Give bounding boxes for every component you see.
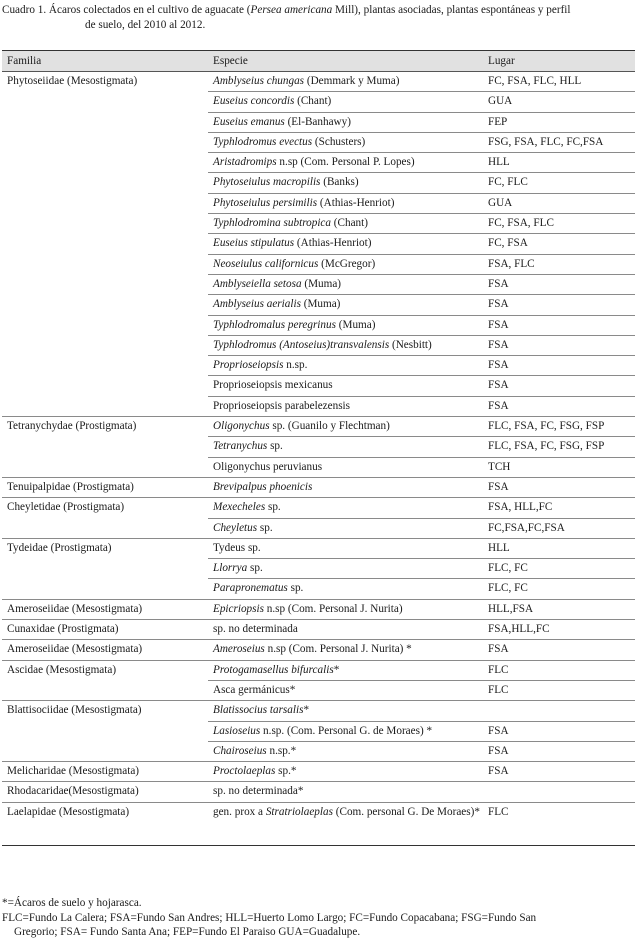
note-line2: FLC=Fundo La Calera; FSA=Fundo San Andres; HLL=Huerto Lomo Largo; FC=Fundo Copacabana; FSG=Fundo San [2,911,537,924]
especie-author: (McGregor) [318,257,376,270]
cell-especie [208,457,483,477]
cell-lugar: FLC, FC [483,579,635,599]
table-row [2,538,635,558]
cell-especie [208,132,483,152]
especie-italic: Brevipalpus phoenicis [213,480,313,493]
table-row [2,254,635,274]
cell-familia [2,579,208,599]
cell-especie [208,701,483,721]
table-row [2,518,635,538]
cell-familia [2,214,208,234]
table-row [2,579,635,599]
especie-italic: Blatissocius tarsalis [213,704,304,717]
cell-lugar: FSA [483,335,635,355]
cell-especie [208,214,483,234]
especie-italic: Chairoseius [213,744,267,757]
especie-author: (Muma) [335,318,376,331]
especie-italic: Parapronematus [213,582,288,595]
cell-especie [208,518,483,538]
especie-author: Asca germánicus* [213,683,296,696]
especie-author: sp. [287,582,304,595]
cell-familia [2,680,208,700]
cell-lugar [483,782,635,802]
cell-especie [208,315,483,335]
table-row [2,599,635,619]
cell-familia [2,396,208,416]
especie-italic: Phytoseiulus persimilis [213,196,318,209]
cell-lugar: FSA [483,396,635,416]
table-row [2,498,635,518]
especie-author: (Nesbitt) [389,338,432,351]
especie-author: Proprioseiopsis mexicanus [213,379,333,392]
especie-italic: Oligonychus [213,420,270,433]
especie-author: n.sp (Com. Personal P. Lopes) [276,156,415,169]
cell-especie [208,234,483,254]
especie-author: (Athias-Henriot) [317,196,395,209]
cell-lugar: FLC [483,802,635,845]
especie-author: (Banks) [320,176,359,189]
especie-author: Proprioseiopsis parabelezensis [213,399,351,412]
cell-lugar: FLC, FC [483,559,635,579]
table-row [2,295,635,315]
cell-lugar: HLL [483,538,635,558]
cell-familia: Rhodacaridae(Mesostigmata) [2,782,208,802]
especie-italic: Phytoseiulus macropilis [213,176,321,189]
especie-author: sp. (Guanilo y Flechtman) [269,420,390,433]
cell-lugar: FLC [483,660,635,680]
especie-italic: Proctolaeplas [213,765,276,778]
cell-especie [208,579,483,599]
cell-familia [2,335,208,355]
cell-especie [208,741,483,761]
cell-lugar: HLL,FSA [483,599,635,619]
table-row [2,132,635,152]
especie-author: n.sp. [283,359,308,372]
especie-author: sp.* [275,765,297,778]
cell-especie [208,640,483,660]
table-row [2,559,635,579]
especie-author: (Demmark y Muma) [304,75,400,87]
cell-familia [2,153,208,173]
cell-lugar: GUA [483,193,635,213]
cell-lugar: TCH [483,457,635,477]
especie-author: n.sp (Com. Personal J. Nurita) * [264,643,412,656]
table-caption [2,3,634,32]
table-body [2,72,635,846]
cell-lugar: HLL [483,153,635,173]
especie-author: sp. [247,562,263,575]
table-row [2,680,635,700]
especie-author: (Chant) [294,95,332,108]
especie-italic: Proprioseiopsis [213,359,284,372]
table-row [2,721,635,741]
cell-familia [2,193,208,213]
cell-familia: Ameroseiidae (Mesostigmata) [2,599,208,619]
cell-lugar: FSA, FLC [483,254,635,274]
especie-italic: Protogamasellus bifurcalis [213,663,334,676]
especie-italic: Ameroseius [213,643,265,656]
cell-familia [2,518,208,538]
table-row [2,92,635,112]
especie-italic: Amblyseius aerialis [213,298,301,311]
table-row [2,762,635,782]
cell-lugar: FSA [483,315,635,335]
cell-lugar: FLC, FSA, FC, FSG, FSP [483,437,635,457]
cell-familia: Tydeidae (Prostigmata) [7,541,112,554]
mites-table [2,50,635,846]
cell-especie [208,72,483,92]
cell-lugar: FC, FSA, FLC, HLL [483,72,635,92]
cell-lugar: FC, FSA, FLC [483,214,635,234]
cell-familia: Ascidae (Mesostigmata) [7,663,117,676]
cell-familia [2,132,208,152]
cell-especie [208,274,483,294]
cell-especie [208,782,483,802]
cell-especie [208,538,483,558]
caption-line1-prefix: Cuadro 1. Ácaros colectados en el cultivo de aguacate ( [2,4,251,16]
table-row [2,396,635,416]
especie-italic: Tetranychus [213,440,268,453]
table-row [2,782,635,802]
cell-familia: Melicharidae (Mesostigmata) [2,762,208,782]
especie-author: sp. [267,440,283,453]
table-row [2,640,635,660]
cell-lugar: FSA [483,762,635,782]
especie-italic: Amblyseiella setosa [213,277,302,290]
especie-author: (Schusters) [312,135,366,148]
especie-author: (Muma) [300,298,341,311]
especie-italic: Llorrya [213,562,248,575]
cell-lugar: FSA [483,376,635,396]
table-row [2,741,635,761]
especie-author: (Muma) [301,277,342,290]
cell-lugar: FSA, HLL,FC [483,498,635,518]
especie-italic: Lasioseius [213,724,261,737]
especie-italic: Stratriolaeplas [265,805,333,818]
cell-familia [2,315,208,335]
cell-lugar [483,701,635,721]
table-row [2,356,635,376]
cell-especie [208,599,483,619]
header-especie: Especie [208,51,483,72]
cell-familia [2,295,208,315]
cell-familia [2,356,208,376]
cell-familia [2,437,208,457]
especie-italic: Aristadromips [213,156,277,169]
cell-especie [208,417,483,437]
cell-familia [2,559,208,579]
especie-italic: Typhlodromus (Antoseius)transvalensis [213,338,390,351]
cell-lugar: FSA,HLL,FC [483,620,635,640]
cell-lugar: FSA [483,640,635,660]
cell-familia [2,741,208,761]
especie-italic: Euseius emanus [213,115,285,128]
especie-italic: Typhlodromus evectus [213,135,313,148]
cell-especie [208,559,483,579]
cell-familia [2,376,208,396]
cell-especie [208,153,483,173]
cell-familia: Phytoseiidae (Mesostigmata) [7,75,138,87]
especie-italic: Mexecheles [213,501,266,514]
especie-author: sp. [265,501,281,514]
cell-especie [208,112,483,132]
especie-author: Oligonychus peruvianus [213,460,323,473]
cell-especie [208,680,483,700]
cell-familia: Cheyletidae (Prostigmata) [7,501,125,514]
especie-author: * [333,663,340,676]
cell-familia: Tenuipalpidae (Prostigmata) [2,477,208,497]
cell-familia [2,274,208,294]
cell-especie [208,660,483,680]
cell-familia: Ameroseiidae (Mesostigmata) [2,640,208,660]
especie-italic: Epicriopsis [213,602,264,615]
cell-lugar: FSA [483,356,635,376]
especie-prefix: gen. prox a [213,805,266,818]
header-lugar: Lugar [483,51,635,72]
table-row [2,376,635,396]
cell-familia [2,92,208,112]
table-row [2,112,635,132]
table-row [2,193,635,213]
cell-lugar: GUA [483,92,635,112]
table-row [2,274,635,294]
cell-familia: Blattisociidae (Mesostigmata) [7,704,142,717]
cell-lugar: FC, FLC [483,173,635,193]
table-row [2,437,635,457]
cell-especie [208,376,483,396]
especie-author: n.sp.* [266,744,297,757]
cell-especie [208,335,483,355]
table-notes [2,896,636,940]
cell-especie [208,92,483,112]
caption-line1-suffix: Mill), plantas asociadas, plantas espontáneas y perfil [332,4,571,16]
table-row [2,335,635,355]
table-row [2,214,635,234]
especie-author: n.sp (Com. Personal J. Nurita) [263,602,403,615]
especie-author: n.sp. (Com. Personal G. de Moraes) * [260,724,433,737]
cell-especie [208,802,483,845]
especie-author: (Athias-Henriot) [294,237,372,250]
cell-lugar: FSA [483,741,635,761]
cell-familia [2,173,208,193]
cell-lugar: FLC [483,680,635,700]
cell-lugar: FSA [483,295,635,315]
cell-lugar: FEP [483,112,635,132]
note-line1: *=Ácaros de suelo y hojarasca. [2,897,142,909]
especie-author: * [303,704,310,717]
table-row [2,153,635,173]
especie-author: sp. [257,521,273,534]
especie-author: Tydeus sp. [213,541,261,554]
cell-lugar: FC, FSA [483,234,635,254]
especie-italic: Typhlodromalus peregrinus [213,318,336,331]
cell-familia [2,254,208,274]
cell-especie [208,193,483,213]
table-row [2,72,635,92]
table-row [2,802,635,845]
note-line3: Gregorio; FSA= Fundo Santa Ana; FEP=Fundo El Paraiso GUA=Guadalupe. [14,926,361,938]
cell-especie [208,498,483,518]
cell-especie [208,762,483,782]
cell-familia [2,234,208,254]
table-row [2,701,635,721]
table-row [2,620,635,640]
especie-author: (Chant) [331,217,368,230]
table-row [2,234,635,254]
table-row [2,173,635,193]
table-row [2,477,635,497]
especie-author: sp. no determinada [213,623,298,636]
especie-author: (Com. personal G. De Moraes)* [332,805,480,818]
cell-lugar: FSG, FSA, FLC, FC,FSA [483,132,635,152]
cell-familia [2,721,208,741]
especie-italic: Amblyseius chungas [213,75,305,87]
cell-especie [208,173,483,193]
cell-familia [2,112,208,132]
table-header-row [2,51,635,72]
caption-italic-species: Persea americana [250,4,333,16]
table-row [2,660,635,680]
cell-especie [208,437,483,457]
especie-italic: Neoseiulus californicus [213,257,319,270]
table-row [2,315,635,335]
header-familia: Familia [2,51,208,72]
especie-italic: Euseius stipulatus [213,237,295,250]
especie-author: sp. no determinada* [213,785,304,798]
table-row [2,457,635,477]
cell-especie [208,477,483,497]
especie-italic: Cheyletus [213,521,258,534]
especie-italic: Typhlodromina subtropica [213,217,331,230]
cell-especie [208,721,483,741]
cell-familia: Tetranychydae (Prostigmata) [7,420,137,433]
caption-line2: de suelo, del 2010 al 2012. [85,18,206,31]
cell-familia: Laelapidae (Mesostigmata) [2,802,208,845]
especie-author: (El-Banhawy) [284,115,351,128]
cell-especie [208,356,483,376]
cell-lugar: FSA [483,274,635,294]
cell-lugar: FC,FSA,FC,FSA [483,518,635,538]
cell-lugar: FLC, FSA, FC, FSG, FSP [483,417,635,437]
especie-italic: Euseius concordis [213,95,295,108]
table-row [2,417,635,437]
cell-especie [208,396,483,416]
cell-familia: Cunaxidae (Prostigmata) [2,620,208,640]
cell-especie [208,254,483,274]
cell-especie [208,295,483,315]
cell-lugar: FSA [483,477,635,497]
cell-familia [2,457,208,477]
cell-lugar: FSA [483,721,635,741]
cell-especie [208,620,483,640]
